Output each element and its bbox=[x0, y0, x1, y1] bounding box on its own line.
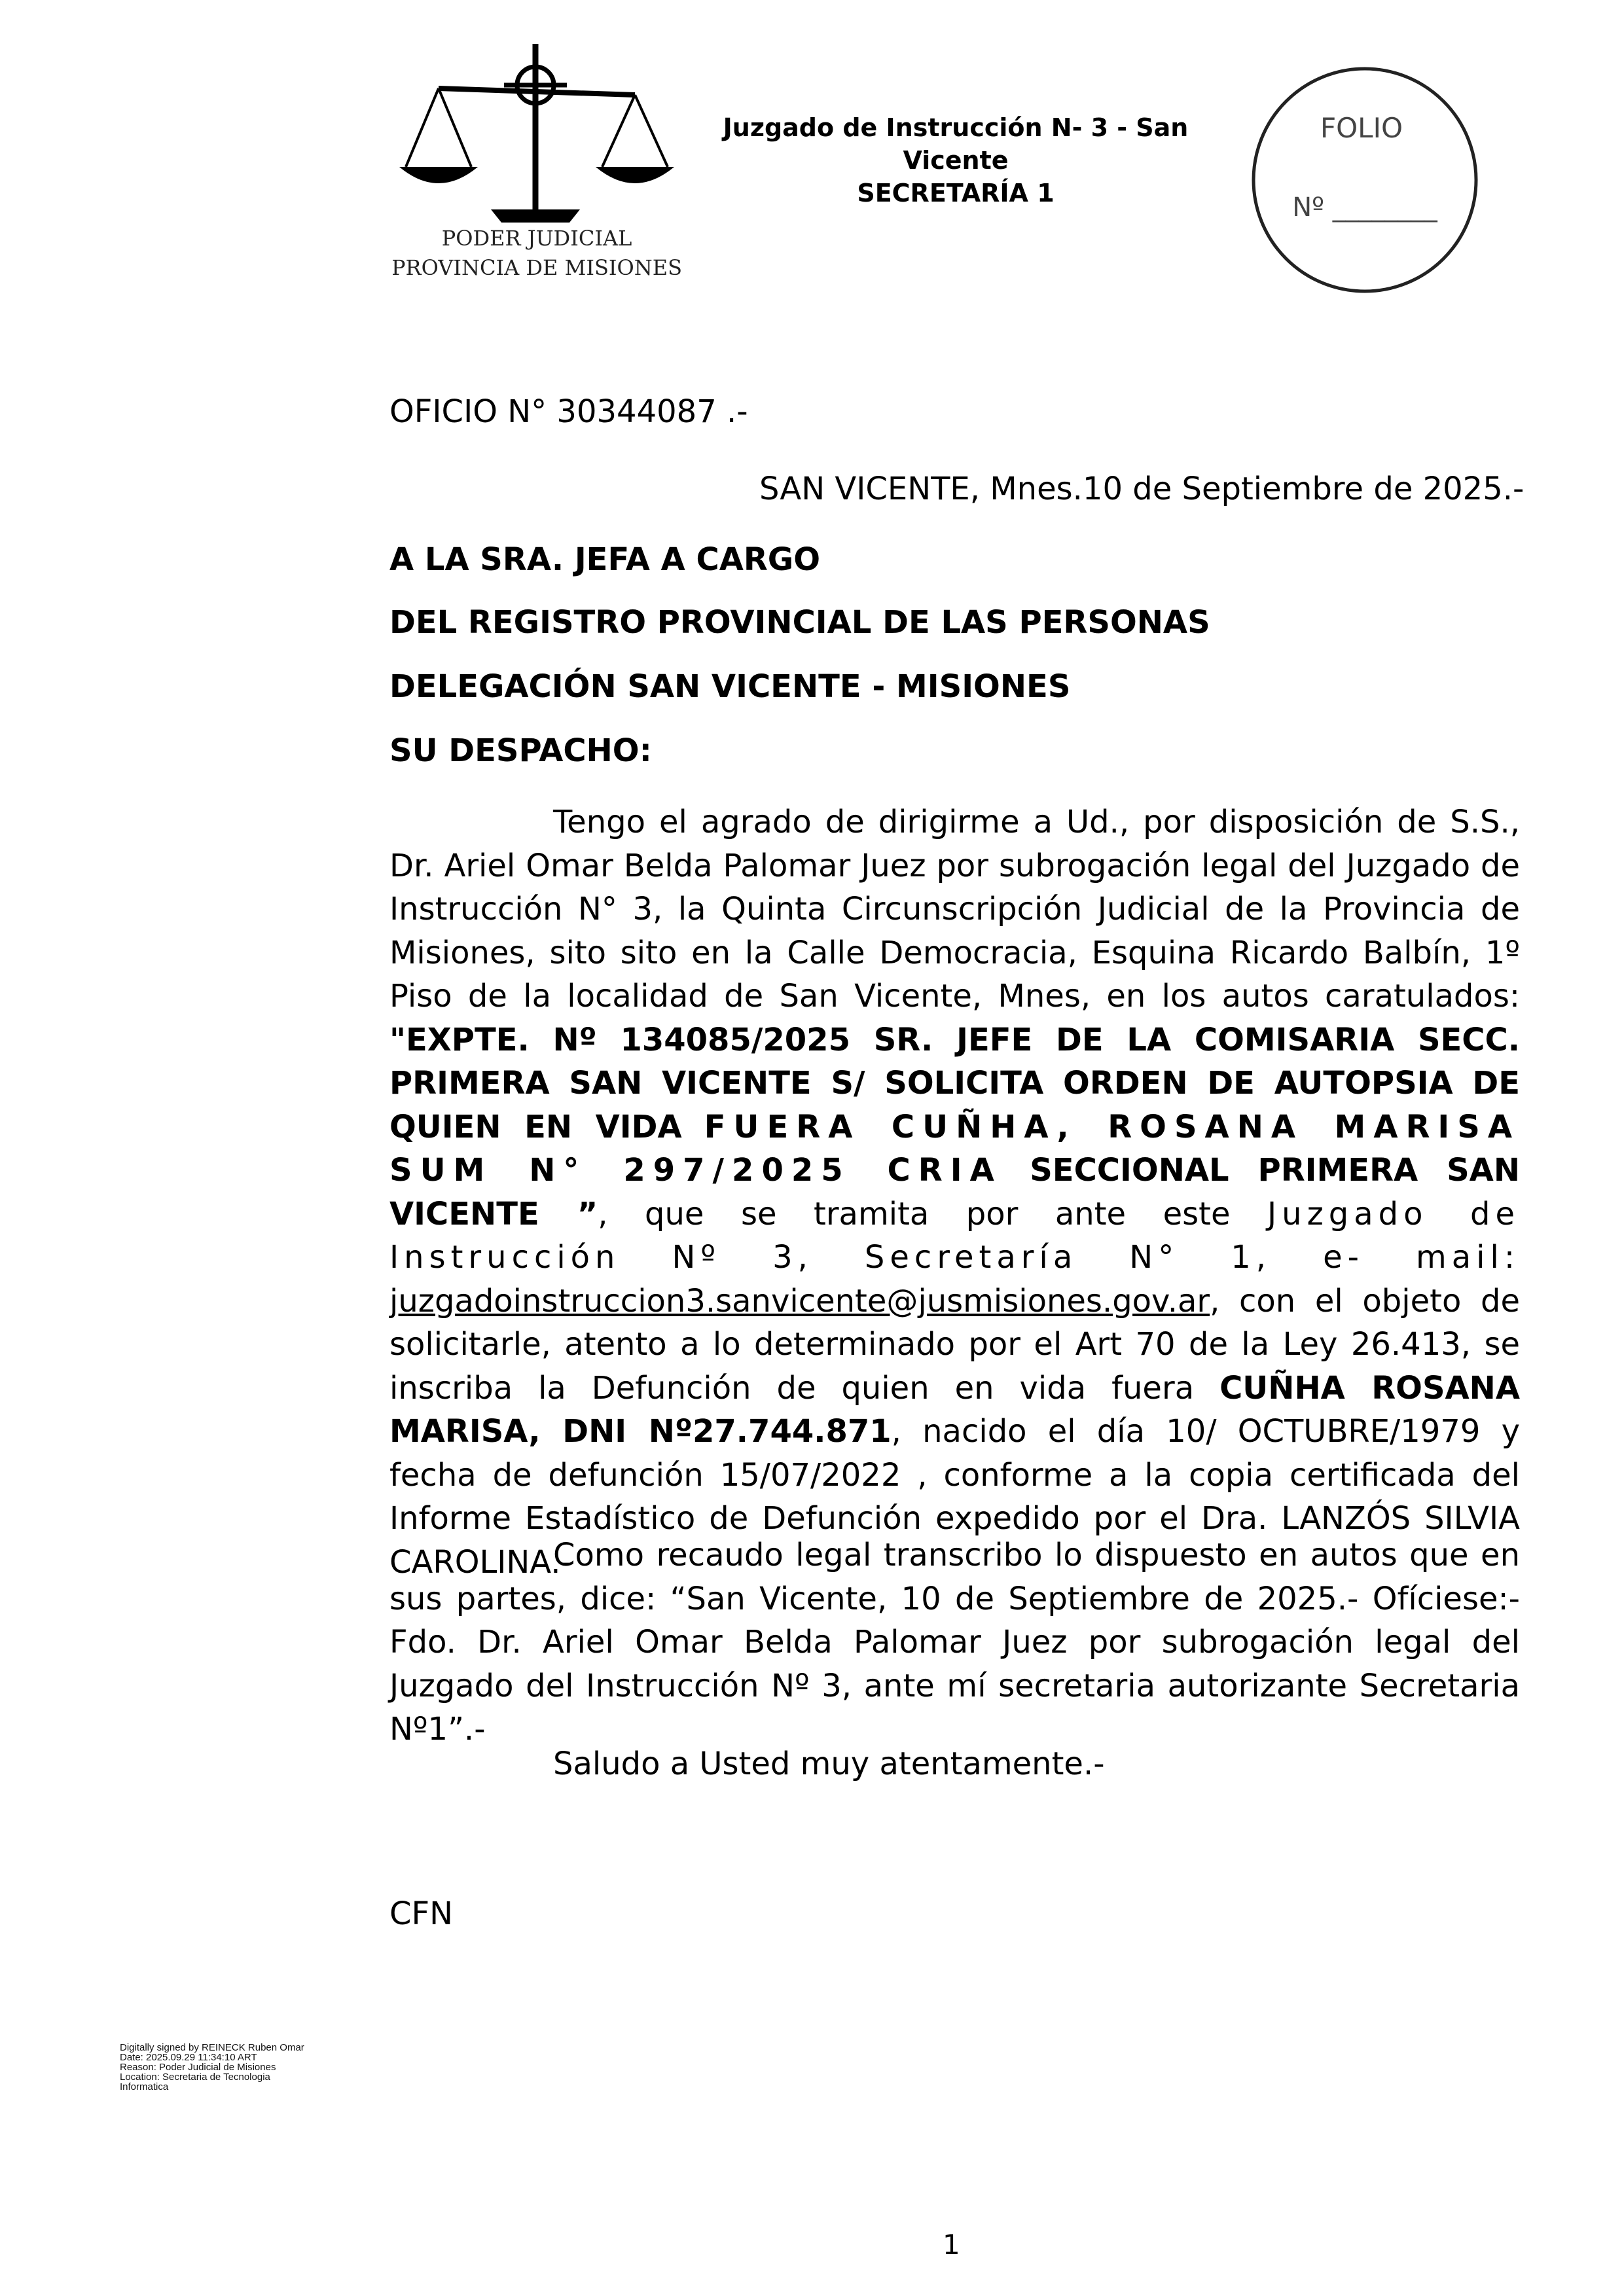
secretaria-line: SECRETARÍA 1 bbox=[857, 179, 1055, 207]
para1-text-1: Tengo el agrado de dirigirme a Ud., por disposición de S.S., Dr. Ariel Omar Belda Palomar Juez por subrogación legal del Juzgado de Instrucción N° 3, la Quinta Circunscripción Judicial de la Provincia de Misiones, sito sito en la Calle Democracia, Esquina Ricardo Balbín, 1º Piso de la localidad de San Vicente, Mnes, en los autos caratulados: bbox=[389, 804, 1520, 1014]
folio-stamp bbox=[1244, 62, 1486, 298]
signature-line: Digitally signed by REINECK Ruben Omar bbox=[120, 2042, 304, 2053]
email-link[interactable]: juzgadoinstruccion3.sanvicente@jusmisiones.gov.ar bbox=[389, 1282, 1210, 1319]
case-title-a: "EXPTE. Nº 134085/2025 SR. JEFE DE LA COMISARIA SECC. PRIMERA SAN VICENTE S/ SOLICITA ORDEN DE AUTOPSIA DE QUIEN EN VIDA bbox=[389, 1021, 1520, 1145]
closing-salutation: Saludo a Usted muy atentamente.- bbox=[553, 1746, 1105, 1782]
scales-of-justice-icon bbox=[393, 36, 681, 298]
para1-text-4: , con el objeto de solicitarle, atento a lo determinado por el Art 70 de la Ley 26.413, se inscriba la Defunción de quien en vida fuera bbox=[389, 1282, 1520, 1407]
logo-text-line2: PROVINCIA DE MISIONES bbox=[393, 255, 681, 280]
para1-text-3: Juzgado de Instrucción Nº 3, Secretaría N° 1, e- mail: bbox=[389, 1195, 1521, 1276]
signature-line: Reason: Poder Judicial de Misiones bbox=[120, 2062, 276, 2073]
case-title-c: SECCIONAL PRIMERA SAN VICENTE ” bbox=[389, 1152, 1520, 1232]
addressee-line: DEL REGISTRO PROVINCIAL DE LAS PERSONAS bbox=[389, 604, 1210, 641]
body-paragraph-2 bbox=[389, 1534, 1520, 1751]
addressee-line: DELEGACIÓN SAN VICENTE - MISIONES bbox=[389, 668, 1071, 705]
court-name-line2: Vicente bbox=[903, 146, 1009, 175]
signature-line: Location: Secretaria de Tecnologia bbox=[120, 2072, 270, 2083]
para1-text-5: , nacido el día 10/ OCTUBRE/1979 y fecha de defunción 15/07/2022 , conforme a la copia certificada del Informe Estadístico de Defunción expedido por el Dra. LANZÓS SILVIA CAROLINA.- bbox=[389, 1413, 1520, 1581]
page-number: 1 bbox=[943, 2229, 960, 2261]
logo-text-line1: PODER JUDICIAL bbox=[441, 226, 632, 251]
signature-line: Date: 2025.09.29 11:34:10 ART bbox=[120, 2052, 257, 2063]
court-header bbox=[713, 111, 1198, 209]
court-name-line1: Juzgado de Instrucción N- 3 - San bbox=[723, 113, 1189, 142]
folio-circle-icon bbox=[1244, 62, 1486, 298]
poder-judicial-logo bbox=[393, 36, 681, 298]
folio-label: FOLIO bbox=[1320, 112, 1403, 144]
addressee-line: SU DESPACHO: bbox=[389, 732, 652, 769]
para2-text: Como recaudo legal transcribo lo dispuesto en autos que en sus partes, dice: “San Vicente, 10 de Septiembre de 2025.- Ofíciese:- Fdo. Dr. Ariel Omar Belda Palomar Juez por subrogación legal del Juzgado del Instrucción Nº 3, ante mí secretaria autorizante Secretaria Nº1”.- bbox=[389, 1537, 1520, 1748]
signature-line: Informatica bbox=[120, 2081, 169, 2092]
initials: CFN bbox=[389, 1895, 454, 1932]
folio-number-label: Nº ________ bbox=[1292, 192, 1437, 223]
para1-text-2: , que se tramita por ante este bbox=[598, 1195, 1231, 1232]
deceased-name: CUÑHA ROSANA MARISA, DNI Nº27.744.871 bbox=[389, 1369, 1520, 1450]
body-paragraph-1 bbox=[389, 800, 1520, 1584]
addressee-line: A LA SRA. JEFA A CARGO bbox=[389, 541, 821, 578]
date-place: SAN VICENTE, Mnes.10 de Septiembre de 2025.- bbox=[759, 471, 1525, 507]
case-title-b: FUERA CUÑHA, ROSANA MARISA SUM N° 297/2025 CRIA bbox=[389, 1108, 1520, 1189]
oficio-number: OFICIO N° 30344087 .- bbox=[389, 393, 748, 430]
digital-signature bbox=[120, 2043, 355, 2092]
